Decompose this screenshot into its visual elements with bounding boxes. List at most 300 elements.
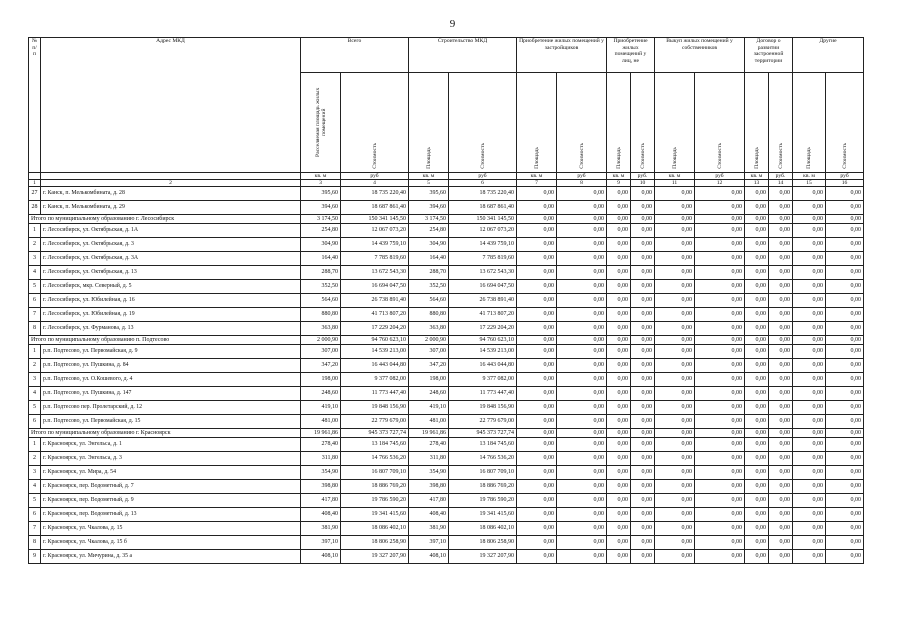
zero-cell: 0,00 [745,359,769,373]
construction-cost: 18 806 258,90 [449,536,517,550]
zero-cell: 0,00 [631,359,655,373]
resettlement-table [28,37,864,564]
zero-cell: 0,00 [826,401,864,415]
zero-cell: 0,00 [557,480,607,494]
total-area: 347,20 [301,359,341,373]
header-area: Площадь [806,147,813,169]
construction-area: 352,50 [409,280,449,294]
zero-cell: 0,00 [607,508,631,522]
index-cell: 3 [301,180,341,187]
zero-cell: 0,00 [745,201,769,215]
table-row [29,452,864,466]
zero-cell: 0,00 [607,429,631,438]
zero-cell: 0,00 [793,415,826,429]
index-cell: 16 [826,180,864,187]
zero-cell: 0,00 [655,224,695,238]
zero-cell: 0,00 [695,536,745,550]
header-group-developers: Приобретение жилых помещений у застройщиков [517,38,607,73]
zero-cell: 0,00 [769,536,793,550]
zero-cell: 0,00 [769,522,793,536]
zero-cell: 0,00 [745,508,769,522]
zero-cell: 0,00 [769,550,793,564]
zero-cell: 0,00 [517,294,557,308]
zero-cell: 0,00 [557,215,607,224]
address-cell: г. Красноярск, ул. Мичурина, д. 35 а [41,550,301,564]
construction-area: 397,10 [409,536,449,550]
index-cell: 14 [769,180,793,187]
zero-cell: 0,00 [793,215,826,224]
row-number: 5 [29,280,41,294]
total-area: 880,80 [301,308,341,322]
zero-cell: 0,00 [793,536,826,550]
header-row-units [29,173,864,180]
total-cost: 14 439 759,10 [341,238,409,252]
address-cell: г. Красноярск, пер. Водометный, д. 13 [41,508,301,522]
zero-cell: 0,00 [695,336,745,345]
zero-cell: 0,00 [607,322,631,336]
header-group-construction: Строительство МКД [409,38,517,73]
zero-cell: 0,00 [631,224,655,238]
zero-cell: 0,00 [769,345,793,359]
zero-cell: 0,00 [793,452,826,466]
zero-cell: 0,00 [655,438,695,452]
header-area: Площадь [533,147,540,169]
address-cell: г. Лесосибирск, ул. Октябрьская, д. 13 [41,266,301,280]
index-cell: 2 [41,180,301,187]
construction-area: 198,00 [409,373,449,387]
zero-cell: 0,00 [557,373,607,387]
zero-cell: 0,00 [826,294,864,308]
zero-cell: 0,00 [745,452,769,466]
zero-cell: 0,00 [557,266,607,280]
zero-cell: 0,00 [826,322,864,336]
row-number: 9 [29,550,41,564]
total-cost: 16 694 047,50 [341,280,409,294]
total-area: 354,90 [301,466,341,480]
total-cost: 945 373 727,74 [341,429,409,438]
row-number: 2 [29,238,41,252]
header-area: Площадь [425,147,432,169]
index-cell: 6 [449,180,517,187]
zero-cell: 0,00 [695,480,745,494]
zero-cell: 0,00 [517,308,557,322]
header-cost: Стоимость [716,143,723,169]
unit-cell: кв. м [517,173,557,180]
zero-cell: 0,00 [826,266,864,280]
zero-cell: 0,00 [607,387,631,401]
zero-cell: 0,00 [793,387,826,401]
total-cost: 18 735 220,40 [341,187,409,201]
row-number: 4 [29,266,41,280]
zero-cell: 0,00 [607,187,631,201]
zero-cell: 0,00 [607,238,631,252]
construction-area: 278,40 [409,438,449,452]
zero-cell: 0,00 [826,438,864,452]
construction-cost: 150 341 145,50 [449,215,517,224]
zero-cell: 0,00 [557,536,607,550]
table-row [29,387,864,401]
zero-cell: 0,00 [655,429,695,438]
total-area: 311,80 [301,452,341,466]
zero-cell: 0,00 [557,522,607,536]
zero-cell: 0,00 [557,466,607,480]
zero-cell: 0,00 [695,359,745,373]
subtotal-row [29,429,864,438]
table-row [29,438,864,452]
zero-cell: 0,00 [607,336,631,345]
header-cost: Стоимость [639,143,646,169]
zero-cell: 0,00 [631,550,655,564]
zero-cell: 0,00 [631,266,655,280]
unit-cell: руб. [769,173,793,180]
unit-cell: руб [695,173,745,180]
zero-cell: 0,00 [826,201,864,215]
zero-cell: 0,00 [695,322,745,336]
zero-cell: 0,00 [695,345,745,359]
address-cell: р.п. Подтесово, ул. Пушкина, д. 147 [41,387,301,401]
construction-area: 481,00 [409,415,449,429]
zero-cell: 0,00 [793,266,826,280]
zero-cell: 0,00 [793,294,826,308]
total-cost: 18 886 769,20 [341,480,409,494]
zero-cell: 0,00 [745,550,769,564]
total-cost: 19 327 207,90 [341,550,409,564]
zero-cell: 0,00 [745,401,769,415]
total-cost: 13 672 543,30 [341,266,409,280]
total-area: 394,60 [301,201,341,215]
zero-cell: 0,00 [826,215,864,224]
total-area: 564,60 [301,294,341,308]
zero-cell: 0,00 [607,401,631,415]
header-cost: Стоимость [841,143,848,169]
total-area: 2 000,90 [301,336,341,345]
total-cost: 12 067 073,20 [341,224,409,238]
total-area: 395,60 [301,187,341,201]
zero-cell: 0,00 [655,373,695,387]
zero-cell: 0,00 [517,550,557,564]
zero-cell: 0,00 [517,438,557,452]
zero-cell: 0,00 [826,359,864,373]
zero-cell: 0,00 [607,550,631,564]
total-cost: 16 443 044,80 [341,359,409,373]
zero-cell: 0,00 [557,201,607,215]
construction-cost: 14 539 213,00 [449,345,517,359]
table-row [29,359,864,373]
zero-cell: 0,00 [695,201,745,215]
zero-cell: 0,00 [631,308,655,322]
zero-cell: 0,00 [769,508,793,522]
zero-cell: 0,00 [655,187,695,201]
zero-cell: 0,00 [695,252,745,266]
total-cost: 14 766 536,20 [341,452,409,466]
zero-cell: 0,00 [793,373,826,387]
zero-cell: 0,00 [631,252,655,266]
zero-cell: 0,00 [631,215,655,224]
zero-cell: 0,00 [826,280,864,294]
zero-cell: 0,00 [793,550,826,564]
construction-cost: 16 807 709,10 [449,466,517,480]
total-cost: 14 539 213,00 [341,345,409,359]
zero-cell: 0,00 [517,201,557,215]
table-row [29,308,864,322]
zero-cell: 0,00 [557,187,607,201]
construction-cost: 26 738 891,40 [449,294,517,308]
row-number: 1 [29,345,41,359]
row-number: 6 [29,508,41,522]
total-area: 278,40 [301,438,341,452]
header-group-non-developers: Приобретение жилых помещений у лиц, не [607,38,655,73]
row-number: 1 [29,224,41,238]
construction-area: 347,20 [409,359,449,373]
construction-area: 417,80 [409,494,449,508]
total-area: 363,80 [301,322,341,336]
row-number: 7 [29,308,41,322]
zero-cell: 0,00 [793,252,826,266]
zero-cell: 0,00 [631,452,655,466]
header-resettled-area: Расселяемая площадь жилых помещений [314,87,327,157]
zero-cell: 0,00 [655,452,695,466]
zero-cell: 0,00 [557,429,607,438]
construction-area: 395,60 [409,187,449,201]
zero-cell: 0,00 [695,266,745,280]
zero-cell: 0,00 [826,187,864,201]
zero-cell: 0,00 [769,266,793,280]
zero-cell: 0,00 [695,187,745,201]
table-row [29,322,864,336]
address-cell: г. Лесосибирск, мкр. Северный, д. 5 [41,280,301,294]
zero-cell: 0,00 [655,336,695,345]
construction-cost: 7 785 819,60 [449,252,517,266]
zero-cell: 0,00 [655,238,695,252]
total-cost: 13 184 745,60 [341,438,409,452]
zero-cell: 0,00 [695,215,745,224]
zero-cell: 0,00 [769,466,793,480]
zero-cell: 0,00 [517,508,557,522]
total-cost: 94 760 623,10 [341,336,409,345]
unit-cell: кв. м [745,173,769,180]
row-number: 6 [29,415,41,429]
header-row-index [29,180,864,187]
zero-cell: 0,00 [826,373,864,387]
zero-cell: 0,00 [769,373,793,387]
row-number: 7 [29,522,41,536]
zero-cell: 0,00 [793,238,826,252]
zero-cell: 0,00 [557,415,607,429]
zero-cell: 0,00 [655,345,695,359]
construction-area: 3 174,50 [409,215,449,224]
header-area: Площадь [615,147,622,169]
address-cell: г. Лесосибирск, ул. Октябрьская, д. 3А [41,252,301,266]
zero-cell: 0,00 [557,508,607,522]
total-area: 398,80 [301,480,341,494]
address-cell: г. Красноярск, пер. Водометный, д. 9 [41,494,301,508]
construction-cost: 18 687 861,40 [449,201,517,215]
unit-cell: кв. м [607,173,631,180]
construction-area: 254,80 [409,224,449,238]
zero-cell: 0,00 [607,201,631,215]
total-cost: 19 848 156,90 [341,401,409,415]
subtotal-row [29,336,864,345]
header-group-development-contract: Договор о развитии застроенной территории [745,38,793,73]
zero-cell: 0,00 [655,215,695,224]
zero-cell: 0,00 [745,480,769,494]
zero-cell: 0,00 [655,480,695,494]
zero-cell: 0,00 [517,280,557,294]
zero-cell: 0,00 [517,187,557,201]
zero-cell: 0,00 [607,224,631,238]
zero-cell: 0,00 [655,252,695,266]
zero-cell: 0,00 [557,494,607,508]
header-cost: Стоимость [578,143,585,169]
zero-cell: 0,00 [631,373,655,387]
zero-cell: 0,00 [655,266,695,280]
address-cell: г. Красноярск, ул. Энгельса, д. 3 [41,452,301,466]
zero-cell: 0,00 [695,238,745,252]
address-cell: р.п. Подтесово, ул. Первомайская, д. 9 [41,345,301,359]
address-cell: г. Лесосибирск, ул. Юбилейная, д. 19 [41,308,301,322]
construction-area: 564,60 [409,294,449,308]
unit-cell: руб [557,173,607,180]
zero-cell: 0,00 [517,215,557,224]
zero-cell: 0,00 [557,322,607,336]
zero-cell: 0,00 [517,466,557,480]
zero-cell: 0,00 [607,536,631,550]
unit-cell: кв. м [655,173,695,180]
zero-cell: 0,00 [631,345,655,359]
zero-cell: 0,00 [826,522,864,536]
header-num: № п/п [29,38,41,173]
zero-cell: 0,00 [769,294,793,308]
zero-cell: 0,00 [517,494,557,508]
zero-cell: 0,00 [607,494,631,508]
table-row [29,294,864,308]
zero-cell: 0,00 [631,522,655,536]
construction-cost: 9 377 082,00 [449,373,517,387]
zero-cell: 0,00 [769,187,793,201]
zero-cell: 0,00 [793,224,826,238]
zero-cell: 0,00 [631,466,655,480]
construction-area: 394,60 [409,201,449,215]
zero-cell: 0,00 [655,387,695,401]
unit-cell: руб. [631,173,655,180]
zero-cell: 0,00 [655,401,695,415]
construction-cost: 19 327 207,90 [449,550,517,564]
index-cell: 8 [557,180,607,187]
zero-cell: 0,00 [695,550,745,564]
construction-area: 880,80 [409,308,449,322]
zero-cell: 0,00 [745,238,769,252]
zero-cell: 0,00 [793,401,826,415]
table-row [29,266,864,280]
zero-cell: 0,00 [695,522,745,536]
zero-cell: 0,00 [557,550,607,564]
total-area: 3 174,50 [301,215,341,224]
zero-cell: 0,00 [745,387,769,401]
zero-cell: 0,00 [631,508,655,522]
zero-cell: 0,00 [557,280,607,294]
total-area: 288,70 [301,266,341,280]
address-cell: г. Лесосибирск, ул. Октябрьская, д. 3 [41,238,301,252]
zero-cell: 0,00 [631,294,655,308]
row-number: 4 [29,387,41,401]
zero-cell: 0,00 [769,238,793,252]
construction-cost: 14 766 536,20 [449,452,517,466]
construction-area: 354,90 [409,466,449,480]
row-number: 5 [29,401,41,415]
zero-cell: 0,00 [769,224,793,238]
zero-cell: 0,00 [607,252,631,266]
zero-cell: 0,00 [517,373,557,387]
row-number: 8 [29,536,41,550]
unit-cell: кв. м [301,173,341,180]
zero-cell: 0,00 [517,224,557,238]
zero-cell: 0,00 [607,452,631,466]
construction-area: 2 000,90 [409,336,449,345]
zero-cell: 0,00 [607,294,631,308]
page-number: 9 [449,18,456,30]
address-cell: г. Лесосибирск, ул. Фурманова, д. 13 [41,322,301,336]
unit-cell: кв. м [793,173,826,180]
zero-cell: 0,00 [826,452,864,466]
construction-area: 164,40 [409,252,449,266]
zero-cell: 0,00 [745,280,769,294]
construction-cost: 14 439 759,10 [449,238,517,252]
zero-cell: 0,00 [745,373,769,387]
construction-cost: 12 067 073,20 [449,224,517,238]
zero-cell: 0,00 [607,438,631,452]
address-cell: р.п. Подтесово, ул. Пушкина, д. 84 [41,359,301,373]
zero-cell: 0,00 [631,238,655,252]
zero-cell: 0,00 [607,522,631,536]
zero-cell: 0,00 [655,522,695,536]
zero-cell: 0,00 [695,294,745,308]
total-cost: 26 738 891,40 [341,294,409,308]
zero-cell: 0,00 [695,308,745,322]
row-number: 3 [29,373,41,387]
zero-cell: 0,00 [557,252,607,266]
zero-cell: 0,00 [557,336,607,345]
zero-cell: 0,00 [631,480,655,494]
zero-cell: 0,00 [793,201,826,215]
zero-cell: 0,00 [517,480,557,494]
zero-cell: 0,00 [631,494,655,508]
zero-cell: 0,00 [793,336,826,345]
zero-cell: 0,00 [631,536,655,550]
zero-cell: 0,00 [826,494,864,508]
zero-cell: 0,00 [793,359,826,373]
construction-area: 381,90 [409,522,449,536]
zero-cell: 0,00 [517,322,557,336]
table-row [29,345,864,359]
zero-cell: 0,00 [695,415,745,429]
zero-cell: 0,00 [607,373,631,387]
construction-area: 408,40 [409,508,449,522]
zero-cell: 0,00 [607,480,631,494]
zero-cell: 0,00 [793,438,826,452]
zero-cell: 0,00 [769,280,793,294]
index-cell: 7 [517,180,557,187]
construction-cost: 11 773 447,40 [449,387,517,401]
zero-cell: 0,00 [745,266,769,280]
zero-cell: 0,00 [745,536,769,550]
zero-cell: 0,00 [745,294,769,308]
header-area: Площадь [753,147,760,169]
construction-area: 248,60 [409,387,449,401]
zero-cell: 0,00 [793,494,826,508]
header-cost: Стоимость [777,143,784,169]
zero-cell: 0,00 [607,308,631,322]
subtotal-label: Итого по муниципальному образованию г. Красноярск [29,429,301,438]
